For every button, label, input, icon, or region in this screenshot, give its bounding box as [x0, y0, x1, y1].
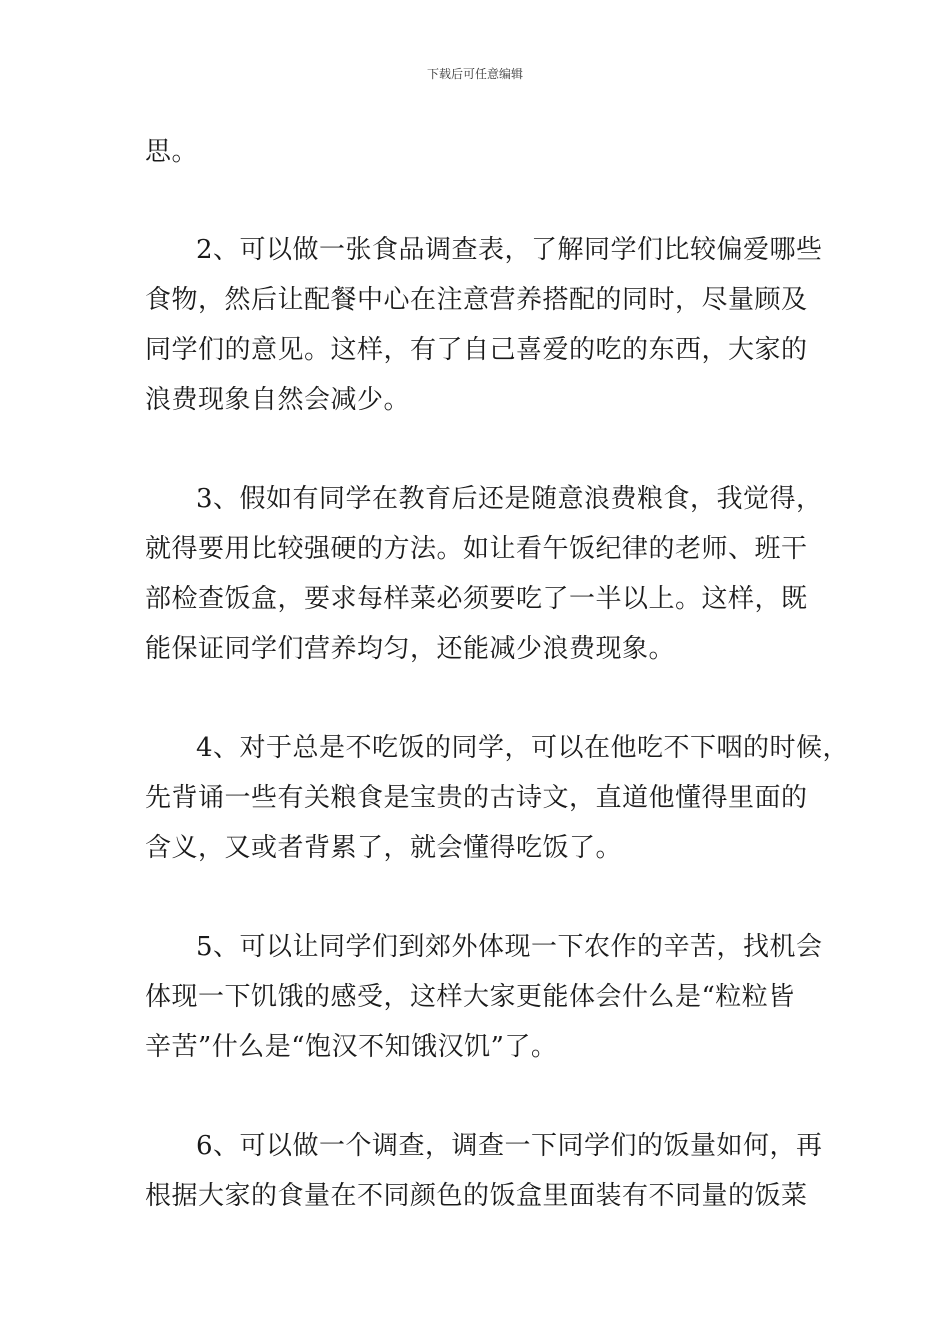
text-line: 食物，然后让配餐中心在注意营养搭配的同时，尽量顾及 — [145, 285, 808, 315]
text-line: 就得要用比较强硬的方法。如让看午饭纪律的老师、班干 — [145, 534, 808, 564]
text-line: 3、假如有同学在教育后还是随意浪费粮食，我觉得， — [196, 484, 823, 514]
text-line: 浪费现象自然会减少。 — [145, 385, 411, 415]
text-line: 4、对于总是不吃饭的同学，可以在他吃不下咽的时候， — [196, 733, 850, 763]
text-line: 部检查饭盒，要求每样菜必须要吃了一半以上。这样，既 — [145, 584, 808, 614]
text-line: 思。 — [145, 137, 199, 167]
text-line: 2、可以做一张食品调查表，了解同学们比较偏爱哪些 — [196, 235, 823, 265]
page-header: 下载后可任意编辑 — [426, 67, 523, 81]
text-line: 同学们的意见。这样，有了自己喜爱的吃的东西，大家的 — [145, 335, 808, 365]
text-line: 体现一下饥饿的感受，这样大家更能体会什么是“粒粒皆 — [145, 982, 795, 1012]
text-line: 能保证同学们营养均匀，还能减少浪费现象。 — [145, 634, 676, 664]
text-line: 先背诵一些有关粮食是宝贵的古诗文，直道他懂得里面的 — [145, 783, 808, 813]
text-line: 6、可以做一个调查，调查一下同学们的饭量如何，再 — [196, 1131, 823, 1161]
text-line: 辛苦”什么是“饱汉不知饿汉饥”了。 — [145, 1032, 558, 1062]
text-line: 含义，又或者背累了，就会懂得吃饭了。 — [145, 833, 623, 863]
text-line: 根据大家的食量在不同颜色的饭盒里面装有不同量的饭菜 — [145, 1181, 808, 1211]
text-line: 5、可以让同学们到郊外体现一下农作的辛苦，找机会 — [196, 932, 823, 962]
